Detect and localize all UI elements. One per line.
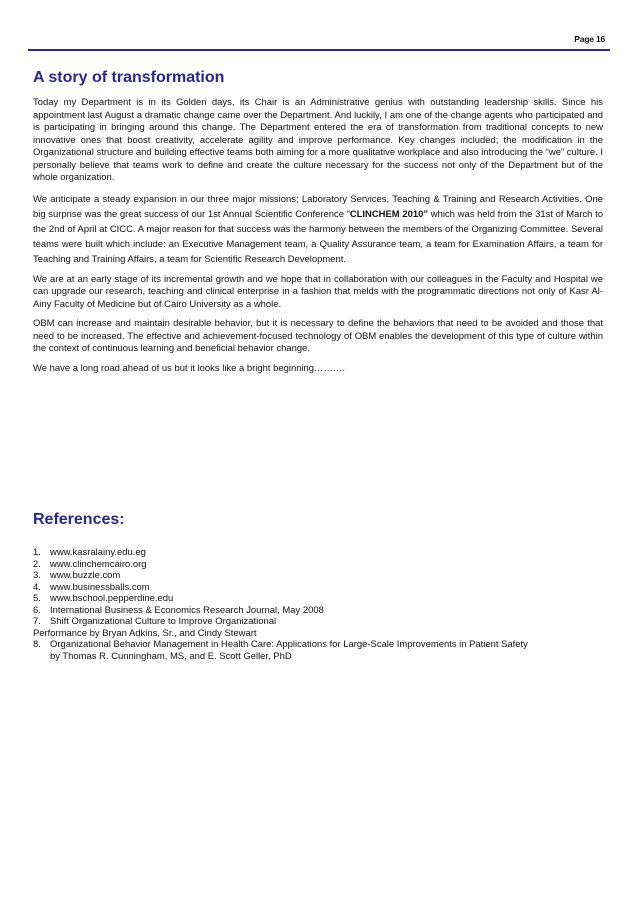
reference-text: www.clinchemcairo.org (50, 558, 147, 570)
reference-continuation: Performance by Bryan Adkins, Sr., and Cindy Stewart (33, 627, 257, 639)
reference-text: www.businessballs.com (50, 581, 150, 593)
reference-item (33, 639, 613, 662)
reference-number: 5. (33, 593, 41, 604)
reference-number: 4. (33, 581, 41, 593)
reference-text: www.bschool.pepperdine.edu (50, 593, 174, 604)
reference-item (33, 593, 613, 605)
reference-item (33, 605, 613, 617)
reference-number: 6. (33, 604, 41, 616)
paragraph-2-text-before: We anticipate a steady expansion in our three major missions; Laboratory Services, Teaching & Training and Research Activities. One big surprise was the great success of our 1st Annual Scientific Conference “ (33, 193, 603, 220)
paragraph-1: Today my Department is in its Golden days, its Chair is an Administrative genius with outstanding leadership skills. Since his appointment last August a dramatic change came over the Department. And luckily, I am one of the change agents who participated and is participating in bringing around this change. The Department entered the era of transformation from traditional concepts to new innovative ones that boost creativity, accelerate agility and improve performance. Key changes included; the modification in the Organizational structure and building effective teams both aiming for a more qualitative workplace and also introducing the “we” culture. I personally believe that teams work to define and create the culture necessary for the success not only of the Department but of the whole organization. (33, 97, 603, 183)
reference-text (50, 639, 613, 662)
page-number: Page 16 (574, 34, 605, 44)
reference-text: Shift Organizational Culture to Improve Organizational (50, 616, 277, 627)
reference-number: 8. (33, 639, 41, 650)
reference-text: www.kasralainy.edu.eg (50, 547, 146, 558)
paragraph-2 (33, 192, 603, 267)
reference-number: 2. (33, 558, 41, 570)
reference-item (33, 570, 613, 582)
reference-number: 7. (33, 616, 41, 627)
reference-item (33, 616, 613, 628)
header-rule (28, 49, 610, 51)
article-body (33, 97, 603, 382)
reference-text-line-1: Organizational Behavior Management in Health Care: Applications for Large-Scale Improvements in Patient Safety (50, 639, 528, 650)
paragraph-4: OBM can increase and maintain desirable behavior, but it is necessary to define the behaviors that need to be avoided and those that need to be increased. The effective and achievement-focused technology of OBM enables the development of this type of culture within the context of continuous learning and beneficial behavior change. (33, 318, 603, 354)
references-list (33, 547, 613, 662)
paragraph-5: We have a long road ahead of us but it looks like a bright beginning………. (33, 362, 345, 374)
conference-name: CLINCHEM 2010” (349, 208, 429, 220)
reference-number: 3. (33, 570, 41, 581)
paragraph-2-text-after: which was held from the 31st of March to the 2nd of April at CICC. A major reason for that success was the harmony between the members of the Organizing Committee. Several teams were built which include: an Executive Management team, a Quality Assurance team, a team for Examination Affairs, a team for Teaching and Training Affairs, a team for Scientific Research Development. (33, 208, 604, 265)
reference-item (33, 582, 613, 594)
references-title: References: (33, 511, 125, 528)
reference-number: 1. (33, 547, 41, 558)
paragraph-3: We are at an early stage of its incremental growth and we hope that in collaboration with our colleagues in the Faculty and Hospital we can upgrade our research, teaching and clinical enterprise in a fashion that melds with the programmatic directions not only of Kasr Al-Ainy Faculty of Medicine but of Cairo University as a whole. (33, 273, 603, 310)
reference-item (33, 559, 613, 571)
reference-text: www.buzzle.com (50, 570, 121, 581)
reference-item (33, 547, 613, 559)
reference-text: International Business & Economics Research Journal, May 2008 (50, 604, 324, 616)
article-title: A story of transformation (33, 69, 225, 86)
reference-text-line-2: by Thomas R. Cunningham, MS, and E. Scott Geller, PhD (50, 650, 292, 662)
